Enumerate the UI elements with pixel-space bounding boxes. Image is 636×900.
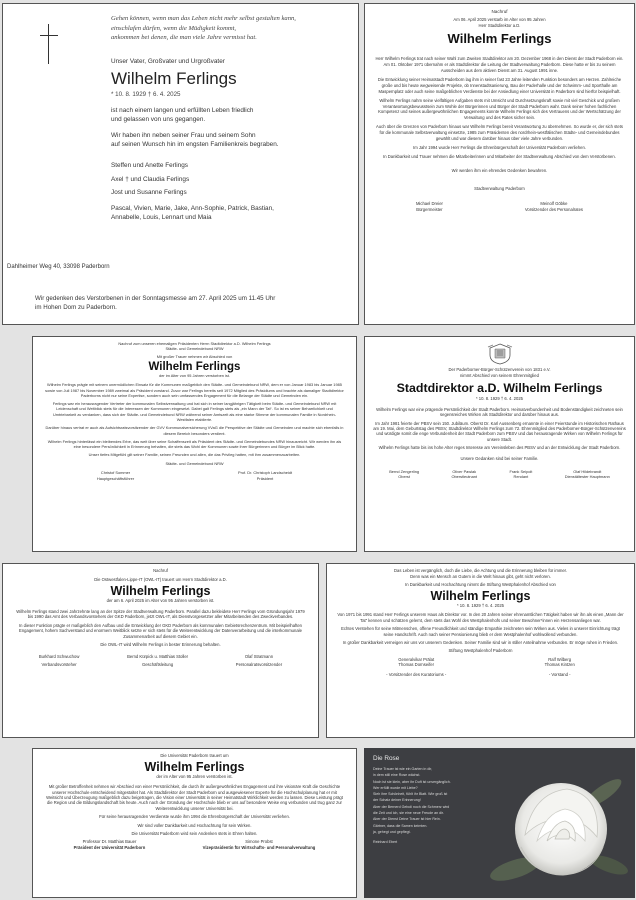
signer-role: Rendant — [513, 474, 529, 480]
poem-line: Deine Trauer ist wie ein Garten in dir, — [373, 767, 433, 771]
text-line: im Hohen Dom zu Paderborn. — [35, 304, 117, 311]
text-line: Der Paderborner-Bürger-Schützenverein von 1831 e.V. — [448, 367, 551, 372]
signer-name: Bernd Kürpick u. Matthias Stoller — [127, 653, 189, 659]
text-line: Denn was ein Mensch an Gutem in die Welt hinaus gibt, geht nicht verloren. — [410, 573, 551, 579]
address: Dahlheimer Weg 40, 33098 Paderborn — [7, 264, 110, 270]
rose-poem-panel — [364, 748, 635, 898]
paragraph: Unsere Gedanken sind bei seiner Familie. — [460, 455, 539, 461]
passing-text — [111, 106, 346, 125]
signer — [451, 469, 477, 480]
signer — [416, 201, 443, 212]
paragraph: In Dankbarkeit und Trauer nehmen die Mitarbeiterinnen und Mitarbeiter der Stadtverwaltung Abschied von dem Verstorbenen. — [383, 153, 616, 159]
poem-author: Reinhard Ebert — [373, 840, 398, 845]
age-note: der am 6. April 2025 im Alter von 95 Jahren verstorben ist. — [106, 598, 215, 604]
signatures — [15, 653, 306, 669]
deceased-name: Wilhelm Ferlings — [144, 759, 245, 774]
signer-function: - Vorsitzender des Kuratoriums - — [386, 671, 447, 677]
paragraph: Ferlings war ein herausragender Vertreter der kommunalen Selbstverwaltung und hat sich in seiner langjährigen Tätigkeit beim Städte- und Gemeindebund NRW mit Leidenschaft und Weitblick stets für die Interessen der Kommunen eingesetzt. Dabei galt Ferlings stets als „ein Mann der Tat“. So ist es seiner Beharrlichkeit und Umtriebarkeit zu verdanken, dass sich der Städte- und Gemeindebund NRW während seiner Amtszeit als eine starke Stimme der kommunalen Familie in Nordrhein-Westfalen etablierte. — [52, 401, 337, 422]
paragraph: Von 1971 bis 1991 stand Herr Ferlings unserem Haus als Direktor vor. In den 20 Jahren seiner ehrenamtlichen Tätigkeit haben wir ihn als einen „Mann der Tat“ kennen und schätzen gelernt, dem stets das Wohl des Westphalenhofs und seiner Bewohner*innen ein Herzensanliegen war. — [337, 612, 624, 623]
paragraph: Herr Wilhelm Ferlings trat nach seiner Wahl zum Zweiten Stadtdirektor am 20. Dezember 1968 in den Dienst der Stadt Paderborn ein. Am 01. Oktober 1971 übernahm er als Stadtdirektor die Leitung der Stadtverwaltung Paderborn. Diese hatte er bis zu seinem Ausscheiden aus dem aktiven Dienst am 31. August 1991 inne. — [375, 56, 624, 73]
signer — [238, 470, 292, 481]
signer-role: Hauptgeschäftsführer — [96, 475, 135, 481]
body — [15, 609, 306, 648]
paragraph: Wir werden ihm ein ehrendes Gedenken bewahren. — [451, 167, 548, 173]
signer-role: Thomas Dornseifer — [398, 662, 434, 668]
signer-role: Personalratsvorsitzender — [235, 661, 283, 667]
city-obituary — [364, 3, 635, 325]
text-line: Städte- und Gemeindebund NRW — [165, 346, 224, 352]
signer-name: Olaf Hildebrandt — [573, 469, 602, 475]
signer-role: Vorsitzender des Personalrates — [524, 206, 584, 212]
owl-it-obituary — [2, 563, 319, 738]
text-line: Wir gedenken des Verstorbenen in der Sonntagsmesse am 27. April 2025 um 11.45 Uhr — [35, 295, 276, 302]
life-dates: * 10. 8. 1929 † 6. 4. 2025 — [111, 90, 181, 98]
poem-line: Gehen können, wenn man das Leben nicht mehr selbst gestalten kann, — [111, 15, 296, 22]
deceased-name: Wilhelm Ferlings — [148, 360, 241, 373]
signer-role: Präsident der Universität Paderborn — [73, 844, 146, 850]
paragraph: Wilhelm Ferlings hatte bis ins hohe Alter reges Interesse am Vereinsleben des PBSV und an der Entwicklung der Stadt Paderborn. — [378, 445, 621, 451]
body — [373, 407, 626, 461]
text-line: Das Leben ist vergänglich, doch die Liebe, die Achtung und die Erinnerung bleiben für immer. — [394, 568, 567, 573]
signer-name: Prof. Dr. Christoph Landscheidt — [237, 470, 293, 476]
header: Nachruf — [153, 568, 168, 573]
family-member: Axel † und Claudia Ferlings — [111, 175, 190, 183]
poem-line: die Zeit und ich, sie eine neue Freude an dir. — [373, 811, 444, 816]
org: Städte- und Gemeindebund NRW — [165, 460, 224, 466]
text-line: auf seinen Wunsch hin im engsten Familienkreis begraben. — [111, 141, 279, 148]
poem-line: Sieh ihre Schönheit, fühlt ihr Blatt. Wie groß ist — [373, 792, 448, 797]
paragraph: Wilhelm Ferlings nahm seine vielfältigen Aufgaben stets mit Umsicht und Durchsetzungskraft sowie mit viel Geschick und großem Verantwortungsbewusstsein zum Wohle der Bürgerinnen und Bürger der Stadt Paderborn wahr. Dank seiner hohen fachlichen Kompetenz und seines außergewöhnlichen Engagements konnte Wilhelm Ferlings sich des Vertrauens und der Wertschätzung der Verwaltung und des Rates sicher sein. — [378, 97, 621, 121]
intro: Die Ostwestfalen-Lippe-IT (OWL-IT) trauert um Herrn Stadtdirektor a.D. — [94, 576, 227, 582]
signer-name: Christof Sommer — [100, 470, 131, 476]
signatures — [373, 469, 626, 480]
club-crest-icon — [486, 343, 514, 365]
deceased-name: Wilhelm Ferlings — [110, 584, 211, 599]
poem-line: in dem still eine Rose wächst. — [373, 773, 421, 778]
cross-icon — [39, 24, 59, 64]
signer-name: Olaf Stratmann — [244, 653, 274, 659]
poem — [111, 14, 346, 43]
org: Stiftung Westphalenhof Paderborn — [448, 648, 513, 654]
signer-function: - Vorstand - — [548, 671, 571, 677]
signer-name: Burkhard Schwuchow — [38, 653, 80, 659]
text-line: Am 06. April 2025 verstarb im Alter von 95 Jahren — [453, 17, 546, 22]
poem-title: Die Rose — [373, 755, 400, 762]
family-list — [111, 159, 346, 200]
text-line: In Dankbarkeit und Hochachtung nimmt die Stiftung Westphalenhof Abschied von — [405, 582, 556, 588]
signer — [545, 657, 575, 677]
signer — [97, 470, 134, 481]
signer-name: Frank Seipolt — [509, 469, 533, 475]
paragraph: Darüber hinaus vertrat er auch als Aufsichtsratsvorsitzender der GVV Kommunalversicherung VVaG die Perspektive der Städte und Gemeinden und machte sich ebenfalls in diesem Bereich besonders verdient. — [45, 425, 344, 436]
paragraph: Für seine herausragenden Verdienste wurde ihm 1994 die Ehrenbürgerschaft der Universität verliehen. — [99, 814, 290, 820]
body — [45, 382, 344, 458]
signer — [74, 839, 146, 850]
deceased-name: Wilhelm Ferlings — [447, 31, 552, 47]
signer — [565, 469, 610, 480]
text-line: Annabelle, Louis, Lennart und Maia — [111, 214, 212, 222]
age-note: der im Alter von 95 Jahren verstorben ist. — [159, 372, 230, 378]
signer-name: Michael Dreier — [415, 201, 443, 207]
intro — [375, 17, 624, 28]
signer-role: Bürgermeister — [416, 206, 443, 212]
paragraph: Mit großer Betroffenheit nehmen wir Abschied von einer Persönlichkeit, die durch ihr außergewöhnliches Engagement und ihre visionäre Kraft die Geschichte unserer Hochschule entscheidend mitgestaltet hat. Als Stadtdirektor der Stadt Paderborn und ausgewiesener Experte für die Hochschulplanung hat er mit Weitsicht und Überzeugung maßgeblich dazu beigetragen, die Vision einer Universität in seiner Heimatstadt Wirklichkeit werden zu lassen. Diese Leistung prägt die Region und die Bildungslandschaft bis heute. Auch nach der Gründung der Hochschule blieb er uns auf besondere Weise eng verbunden und trug ganz zur Weiterentwicklung unserer Universität bei. — [46, 784, 343, 811]
signer-role: Geschäftsleitung — [141, 661, 174, 667]
signatures — [375, 201, 624, 212]
deceased-name: Stadtdirektor a.D. Wilhelm Ferlings — [396, 381, 603, 396]
intro: Die Universität Paderborn trauert um — [160, 753, 229, 758]
signer — [389, 469, 419, 480]
signer — [39, 653, 80, 669]
family-member: Jost und Susanne Ferlings — [111, 189, 187, 197]
paragraph: Echtes Verstehen für seine Mitmenschen, offene Freundlichkeit und ständige Empathie zeichneten sein Wirken aus. Vieles in unserer Einrichtung trägt seine Handschrift. Auch nach seiner Pensionierung blieb er dem Westphalenhof wohlwollend verbunden. — [341, 626, 620, 637]
paragraph: Wir sind voller Dankbarkeit und Hochachtung für sein Wirken. — [137, 822, 252, 828]
white-rose-image — [485, 757, 633, 893]
signatures — [337, 657, 624, 677]
paragraph: Die OWL-IT wird Wilhelm Ferlings in bester Erinnerung behalten. — [100, 642, 221, 648]
life-dates: * 10. 8. 1929 † 6. 4. 2025 — [456, 602, 505, 608]
intro — [373, 367, 626, 378]
family-obituary — [2, 3, 359, 325]
deceased-name: Wilhelm Ferlings — [111, 68, 237, 88]
signer-role: Oberst — [398, 474, 410, 480]
intro — [337, 568, 624, 588]
shooting-club-obituary — [364, 336, 635, 552]
grandchildren — [111, 204, 346, 223]
org: Stadtverwaltung Paderborn — [474, 185, 525, 191]
signer-role: Dienstältester Hauptmann — [564, 474, 610, 480]
text-line: Nachruf zum unseren ehemaligen Präsidenten Herrn Stadtdirektor a.D. Wilhelm Ferlings — [118, 341, 271, 346]
signer — [509, 469, 532, 480]
body — [337, 612, 624, 645]
signer-role: Präsident — [256, 475, 274, 481]
paragraph: Wilhelm Ferlings prägte mit seinem unermüdlichen Einsatz für die Kommunen maßgeblich den Städte- und Gemeindebund NRW, dem er von Januar 1983 bis Januar 1985 sowie von Juli 1987 bis November 1989 zweimal als Präsident vorstand. Zuvor war Ferlings bereits seit 1972 Mitglied des Präsidiums und brachte als damaliger Stadtdirektor Paderborns nicht nur seine Expertise, sondern auch sein umfassendes Engagement für die Belange der Städte und Gemeinden ein. — [45, 382, 344, 398]
signer-name: Professor Dr. Matthias Bauer — [82, 839, 137, 845]
signatures — [45, 470, 344, 481]
poem-line: der Schatz deiner Erinnerung! — [373, 798, 421, 803]
text-line: Pascal, Vivien, Marie, Jake, Ann-Sophie, Patrick, Bastian, — [111, 204, 274, 212]
intro — [45, 341, 344, 360]
poem — [373, 766, 481, 846]
poem-line: ja, gehegt und gepflegt. — [373, 829, 411, 834]
family-member: Steffen und Anette Ferlings — [111, 162, 188, 170]
body — [375, 56, 624, 174]
poem-line: Gärtner, dass die Samen keimten. — [373, 823, 428, 828]
signer-name: Meinolf Göbke — [540, 201, 568, 207]
age-note: der im Alter von 95 Jahren verstorben ist. — [156, 773, 233, 779]
life-dates: * 10. 8. 1929 † 6. 4. 2025 — [475, 396, 524, 402]
deceased-name: Wilhelm Ferlings — [430, 588, 531, 603]
signer — [386, 657, 446, 677]
paragraph: Wilhelm Ferlings stand zwei Jahrzehnte lang an der Spitze der Stadtverwaltung Paderborn. Parallel dazu bekleidete Herr Ferlings vom Gründungsjahr 1979 bis 1990 das Amt des Verbandsvorstehers der GKD Paderborn, jetzt OWL-IT, als Dienstvorgesetzter aller Mitarbeitenden des Zweckverbandes. — [16, 608, 305, 620]
paragraph: Wilhelm Ferlings hinterlässt ein bleibendes Erbe, das weit über seine Schaffenszeit als Präsident des Städte- und Gemeindebundes NRW hinausreicht. Wir werden ihn als eine besondere Persönlichkeit in Erinnerung behalten, die stets das Wohl der Kommunen sowie ihrer Bürgerinnen und Bürger im Blick hatte. — [47, 438, 342, 450]
paragraph: In dieser Funktion prägte er maßgeblich den Aufbau und die Entwicklung der GKD Paderborn als kommunalen Gebietsrechenzentrum. Mit beispielhaften Engagement, hohem Sachverstand und enormem Weitblick setzte er sich stets für die Weiterentwicklung der Datenverarbeitung und die interkommunale Zusammenarbeit auf diesem Gebiet ein. — [18, 622, 303, 639]
text-line: Mit großer Trauer nehmen wir Abschied von — [156, 354, 233, 360]
signer — [236, 653, 282, 669]
signer — [127, 653, 188, 669]
association-obituary — [32, 336, 357, 552]
university-obituary — [32, 748, 357, 898]
signer-name: Simone Probst — [245, 839, 273, 845]
signer-name: Ralf Wilberg — [548, 657, 572, 662]
text-line: ist nach einem langen und erfüllten Leben friedlich — [111, 106, 254, 114]
header: Nachruf — [491, 9, 508, 14]
signer-role: Oberstleutnant — [451, 474, 478, 480]
poem-line: Noch ist sie klein, aber ihr Duft ist unvergänglich. — [373, 779, 451, 784]
poem-line: Aber der Dienst Deine Trauer ist hier Rein. — [373, 817, 441, 822]
paragraph: Wilhelm Ferlings war eine prägende Persönlichkeit der Stadt Paderborn. Heimatverbundenheit und Bodenständigkeit zeichneten sein segensreiches Wirken als Stadtdirektor und darüber hinaus aus. — [376, 406, 623, 418]
burial-text — [111, 131, 346, 150]
signer-role: Verbandsvorsteher — [41, 661, 77, 667]
intro: Unser Vater, Großvater und Urgroßvater — [111, 57, 225, 65]
text-line: und gelassen von uns gegangen. — [111, 116, 206, 124]
signer — [203, 839, 316, 850]
paragraph: Im Jahr 1994 wurde Herr Ferlings die Ehrenbürgerschaft der Universität Paderborn verliehen. — [413, 144, 586, 150]
paragraph: Im Jahr 1981 feierte der PBSV sein 150. Jubiläum. Oberst Dr. Karl Aussenberg ernannte in einer Feierstunde im Historischen Rathaus am 19. Mai, dem Geburtstag des PBSV, Stadtdirektor Wilhelm Ferlings zum 72. Ehrenmitglied des Paderborner-Bürger-Schützenvereins und würdigte somit die enge Verbundenheit der Stadt Paderborn zum PBSV und das herausragende Wirken von Wilhelm Ferlings für unsere Stadt. — [373, 420, 626, 442]
crest-svg — [486, 343, 514, 365]
signer — [525, 201, 583, 212]
paragraph: Die Universität Paderborn wird sein Andenken stets in Ehren halten. — [131, 831, 258, 837]
poem-line: ankommen bei denen, die man viele Jahre vermisst hat. — [111, 34, 257, 42]
body — [45, 784, 344, 836]
paragraph: In großer Dankbarkeit verneigen wir uns vor unserem Gedenken. Seiner Familie sind wir in stiller Anteilnahme verbunden. Er möge ruhen in Frieden. — [342, 640, 619, 645]
signer-name: Bernd Zengerling — [389, 469, 420, 475]
paragraph: Die Entwicklung seiner Heimatstadt Paderborn lag ihm in seiner fast 23 Jahre leitenden Funktion besonders am Herzen. Zahlreiche große und bis heute wegweisende Projekte, ob Innenstadtsanierung, Bau der Paderhalle und der Schwimm- und Sporthalle am Maspernplatz oder auch seine maßgeblichen Verdienste bei der Ansiedlung einer Universität in Paderborn sind hierfür beispielhaft. — [377, 76, 622, 94]
text-line: Wir haben ihn neben seiner Frau und seinem Sohn — [111, 131, 256, 139]
signer-role: Vizepräsidentin für Wirtschafts- und Personalverwaltung — [202, 844, 316, 850]
signer-name: Generalvikar Prälat — [398, 657, 435, 662]
mass-notice — [35, 294, 275, 312]
signatures — [45, 839, 344, 850]
signer-role: Thomas Kintzen — [544, 662, 575, 668]
foundation-obituary — [326, 563, 635, 738]
signer-name: Oliver Pawlak — [452, 469, 477, 475]
poem-line: Wer erfüllt wurde mit Liebe? — [373, 785, 418, 790]
text-line: nimmt Abschied von seinem Ehrenmitglied — [460, 372, 539, 378]
text-line: Herr Stadtdirektor a.D. — [478, 22, 521, 28]
poem-line: einschlafen dürfen, wenn die Müdigkeit kommt, — [111, 24, 237, 32]
paragraph: Auch über die Grenzen von Paderborn hinaus war Wilhelm Ferlings bereit Verantwortung zu übernehmen. So wurde er, der sich stets für die kommunale Selbstverwaltung einsetzte, 1985 zum Präsidenten des nordrhein-westfälischen Städte- und Gemeindebundes gewählt und war diesem darüber hinaus über viele Jahre verbunden. — [376, 124, 623, 142]
paragraph: Unser tiefes Mitgefühl gilt seiner Familie, seinen Freunden und allen, die das Privileg hatten, mit ihm zusammenzuarbeiten. — [88, 452, 301, 458]
poem-line: Aber der Bernerd Geboli noch die Schmerz wird — [373, 804, 450, 809]
